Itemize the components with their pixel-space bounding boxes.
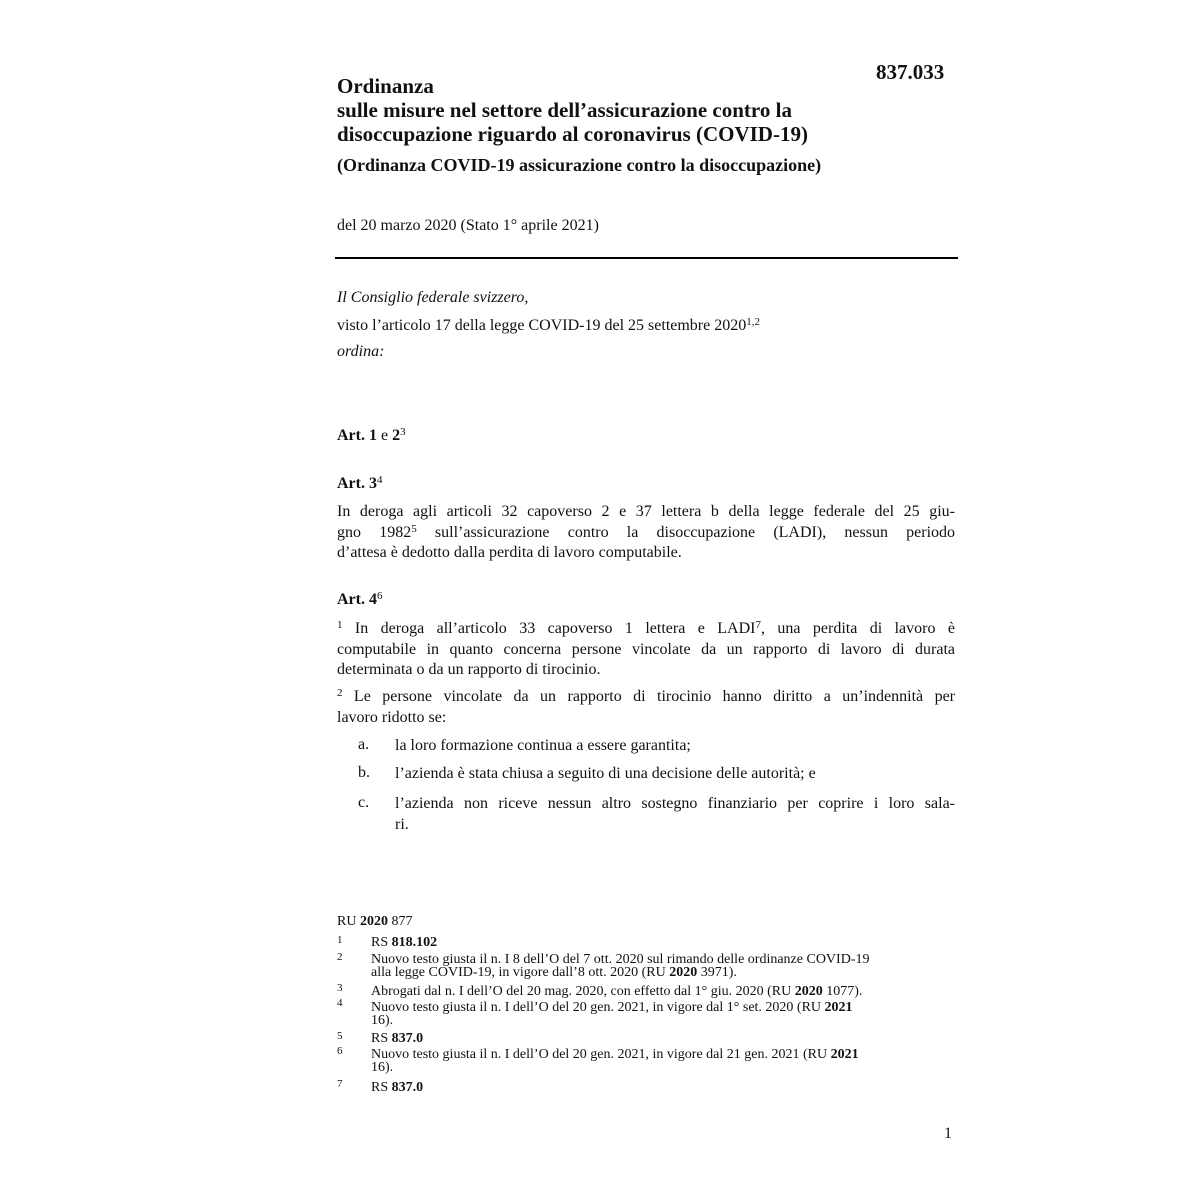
fn4-b: 2021 <box>824 1000 853 1015</box>
art4-p2-line-1 <box>337 687 955 708</box>
art4-p1-line-2: computabile in quanto concerna persone vincolate da un rapporto di lavoro di durata <box>337 640 955 658</box>
preamble-decree: ordina: <box>337 343 385 360</box>
list-item-text: l’azienda è stata chiusa a seguito di una decisione delle autorità; e <box>395 765 816 782</box>
footnote-6 <box>371 1048 961 1074</box>
fn4-line-2: 16). <box>371 1013 394 1028</box>
art4-p1-line-3: determinata o da un rapporto di tirocinio. <box>337 661 601 678</box>
fn2-line-2a: alla legge COVID-19, in vigore dall’8 ott. 2020 (RU <box>371 965 670 980</box>
art3-line-2b: sull’assicurazione contro la disoccupazione (LADI), nessun periodo <box>416 523 956 541</box>
fn5-a: RS <box>371 1031 392 1046</box>
fn1-a: RS <box>371 935 392 950</box>
short-title: (Ordinanza COVID-19 assicurazione contro la disoccupazione) <box>337 155 822 175</box>
footnote-ref-6[interactable]: 6 <box>376 590 383 602</box>
fn6-b: 2021 <box>830 1047 859 1062</box>
list-item-label: a. <box>358 736 370 753</box>
footnote-4 <box>371 1001 961 1027</box>
art4-p2-line-1-text: Le persone vincolate da un rapporto di tirocinio hanno diritto a un’indennità per <box>342 688 955 705</box>
art4-p1-line-1a: In deroga all’articolo 33 capoverso 1 lettera e LADI <box>342 620 756 637</box>
art3-line-2a: gno 1982 <box>337 523 412 541</box>
footnote-number: 6 <box>337 1045 343 1057</box>
art4-p1-line-1 <box>337 619 955 640</box>
footnote-number: 4 <box>337 997 343 1009</box>
footnote-ref-5[interactable]: 5 <box>411 522 417 535</box>
preamble-basis-text: visto l’articolo 17 della legge COVID-19 del 25 settembre 2020 <box>337 317 747 334</box>
article-3-text <box>337 502 955 564</box>
art4-label: Art. 4 <box>337 591 377 608</box>
fn2-line-1: Nuovo testo giusta il n. I 8 dell’O del 7 ott. 2020 sul rimando delle ordinanze COVID-19 <box>371 952 870 967</box>
list-item-label: b. <box>358 764 370 781</box>
ru-year: 2020 <box>359 914 388 929</box>
ru-reference <box>337 914 412 930</box>
footnote-number: 5 <box>337 1030 343 1042</box>
list-item-text: la loro formazione continua a essere garantita; <box>395 737 691 754</box>
footnote-number: 1 <box>337 934 343 946</box>
list-item-label: c. <box>358 794 370 811</box>
list-item-c-line-1: l’azienda non riceve nessun altro sostegno finanziario per coprire i loro sala- <box>395 795 955 812</box>
fn4-a: Nuovo testo giusta il n. I dell’O del 20 gen. 2021, in vigore dal 1° set. 2020 (RU <box>371 1000 825 1015</box>
footnote-number: 7 <box>337 1078 343 1090</box>
fn3-a: Abrogati dal n. I dell’O del 20 mag. 2020, con effetto dal 1° giu. 2020 (RU <box>371 984 795 999</box>
fn6-line-2: 16). <box>371 1060 394 1075</box>
fn3-c: 1077). <box>822 984 863 999</box>
footnote-1 <box>371 936 961 949</box>
art12-conj: e <box>376 427 393 444</box>
article-4-paragraph-1 <box>337 619 955 681</box>
art3-line-2 <box>337 523 955 544</box>
article-3-heading <box>337 475 382 493</box>
footnote-number: 3 <box>337 982 343 994</box>
title-line-3: disoccupazione riguardo al coronavirus (COVID-19) <box>337 122 808 146</box>
page-number: 1 <box>944 1125 952 1142</box>
footnote-3 <box>371 985 961 998</box>
footnote-2 <box>371 953 961 979</box>
fn7-a: RS <box>371 1080 392 1095</box>
art3-line-3: d’attesa è dedotto dalla perdita di lavoro computabile. <box>337 544 682 561</box>
fn2-line-2c: 3971). <box>697 965 737 980</box>
list-item-text <box>395 794 955 835</box>
fn3-b: 2020 <box>794 984 823 999</box>
ru-prefix: RU <box>337 914 360 929</box>
list-item-c-line-2: ri. <box>395 815 409 833</box>
art3-line-1: In deroga agli articoli 32 capoverso 2 e 37 lettera b della legge federale del 25 giu- <box>337 503 955 520</box>
footnote-ref-4[interactable]: 4 <box>376 474 383 486</box>
fn2-line-2b: 2020 <box>669 965 698 980</box>
paragraph-number-1: 1 <box>337 619 343 631</box>
footnote-number: 2 <box>337 951 343 963</box>
art2-label: 2 <box>392 427 401 444</box>
footnote-ref-7[interactable]: 7 <box>755 619 761 631</box>
art4-p1-line-1b: , una perdita di lavoro è <box>760 620 956 637</box>
footnote-7 <box>371 1081 961 1094</box>
art3-label: Art. 3 <box>337 475 377 492</box>
ru-num: 877 <box>387 914 413 929</box>
art1-label: Art. 1 <box>337 427 377 444</box>
ordinance-date: del 20 marzo 2020 (Stato 1° aprile 2021) <box>337 217 599 234</box>
document-number: 837.033 <box>876 60 945 84</box>
paragraph-number-2: 2 <box>337 687 343 699</box>
art4-p2-line-2: lavoro ridotto se: <box>337 708 447 726</box>
fn1-b: 818.102 <box>391 935 438 950</box>
fn6-a: Nuovo testo giusta il n. I dell’O del 20 gen. 2021, in vigore dal 21 gen. 2021 (RU <box>371 1047 831 1062</box>
title-line-2: sulle misure nel settore dell’assicurazione contro la <box>337 98 792 122</box>
article-4-paragraph-2 <box>337 687 955 728</box>
document-title <box>337 74 957 146</box>
footnote-ref-1-2[interactable]: 1,2 <box>746 316 760 328</box>
fn5-b: 837.0 <box>391 1031 424 1046</box>
article-1-2-heading <box>337 427 406 445</box>
fn7-b: 837.0 <box>391 1080 424 1095</box>
article-4-heading <box>337 591 382 609</box>
title-line-1: Ordinanza <box>337 74 434 98</box>
footnote-ref-3[interactable]: 3 <box>400 426 406 438</box>
header-divider <box>335 257 958 259</box>
preamble-authority: Il Consiglio federale svizzero, <box>337 289 529 306</box>
preamble-basis <box>337 316 760 337</box>
footnote-5 <box>371 1032 961 1045</box>
